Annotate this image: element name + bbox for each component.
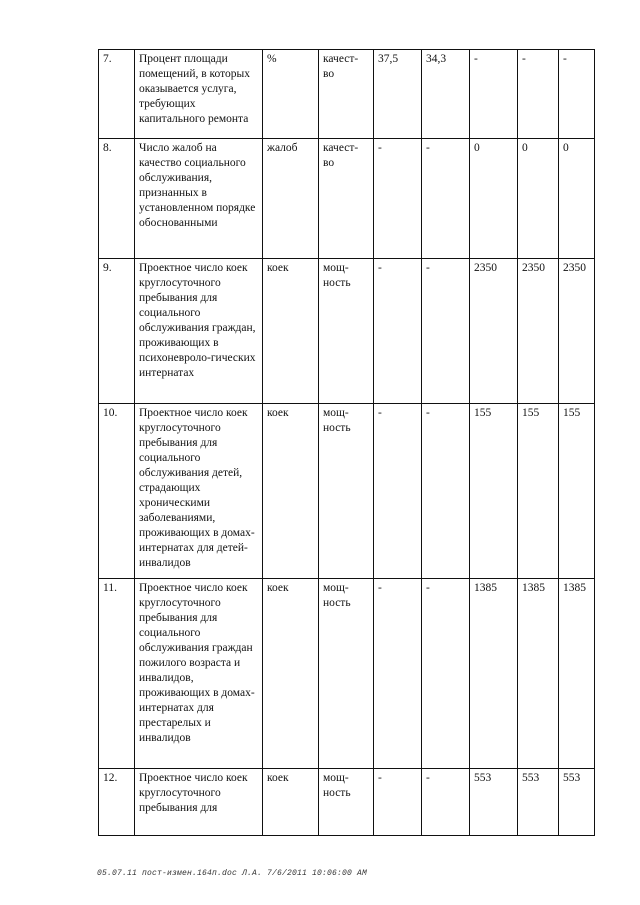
indicator-type: мощ-ность: [319, 579, 374, 769]
indicator-name: Проектное число коек круглосуточного пребывания для социального обслуживания граждан пожилого возраста и инвалидов, проживающих в домах-интернатах для престарелых и инвалидов: [135, 579, 263, 769]
row-number: 11.: [99, 579, 135, 769]
value-cell: -: [374, 579, 422, 769]
row-number: 8.: [99, 139, 135, 259]
value-cell: 34,3: [422, 50, 470, 139]
indicator-name: Проектное число коек круглосуточного пребывания для: [135, 769, 263, 836]
value-cell: 155: [518, 404, 559, 579]
value-cell: -: [470, 50, 518, 139]
unit: жалоб: [263, 139, 319, 259]
value-cell: -: [422, 769, 470, 836]
value-cell: -: [422, 139, 470, 259]
row-number: 7.: [99, 50, 135, 139]
value-cell: 2350: [518, 259, 559, 404]
row-number: 10.: [99, 404, 135, 579]
value-cell: -: [374, 769, 422, 836]
indicator-name: Число жалоб на качество социального обслуживания, признанных в установленном порядке обоснованными: [135, 139, 263, 259]
indicator-name: Проектное число коек круглосуточного пребывания для социального обслуживания граждан, проживающих в психоневроло-гических интернатах: [135, 259, 263, 404]
indicator-name: Проектное число коек круглосуточного пребывания для социального обслуживания детей, страдающих хроническими заболеваниями, проживающих в домах-интернатах для детей-инвалидов: [135, 404, 263, 579]
value-cell: 155: [470, 404, 518, 579]
value-cell: -: [374, 404, 422, 579]
value-cell: 0: [559, 139, 595, 259]
unit: коек: [263, 404, 319, 579]
row-number: 9.: [99, 259, 135, 404]
value-cell: -: [422, 579, 470, 769]
value-cell: -: [374, 259, 422, 404]
value-cell: 1385: [518, 579, 559, 769]
value-cell: -: [518, 50, 559, 139]
value-cell: 0: [470, 139, 518, 259]
unit: коек: [263, 769, 319, 836]
unit: коек: [263, 259, 319, 404]
unit: %: [263, 50, 319, 139]
row-number: 12.: [99, 769, 135, 836]
value-cell: 2350: [559, 259, 595, 404]
table-row: [99, 50, 595, 139]
value-cell: -: [374, 139, 422, 259]
value-cell: -: [422, 404, 470, 579]
indicator-type: мощ-ность: [319, 769, 374, 836]
value-cell: -: [422, 259, 470, 404]
table-row: [99, 404, 595, 579]
table-row: [99, 259, 595, 404]
document-footer: 05.07.11 пост-измен.164п.doc Л.А. 7/6/2011 10:06:00 AM: [97, 869, 368, 878]
value-cell: 155: [559, 404, 595, 579]
value-cell: 37,5: [374, 50, 422, 139]
unit: коек: [263, 579, 319, 769]
indicator-type: качест-во: [319, 139, 374, 259]
value-cell: -: [559, 50, 595, 139]
indicator-type: мощ-ность: [319, 404, 374, 579]
table-row: [99, 579, 595, 769]
value-cell: 553: [470, 769, 518, 836]
value-cell: 0: [518, 139, 559, 259]
table-row: [99, 139, 595, 259]
value-cell: 1385: [470, 579, 518, 769]
value-cell: 2350: [470, 259, 518, 404]
value-cell: 553: [559, 769, 595, 836]
value-cell: 1385: [559, 579, 595, 769]
value-cell: 553: [518, 769, 559, 836]
indicator-name: Процент площади помещений, в которых оказывается услуга, требующих капитального ремонта: [135, 50, 263, 139]
indicator-type: мощ-ность: [319, 259, 374, 404]
indicator-type: качест-во: [319, 50, 374, 139]
table-row: [99, 769, 595, 836]
indicators-table: [98, 49, 595, 836]
